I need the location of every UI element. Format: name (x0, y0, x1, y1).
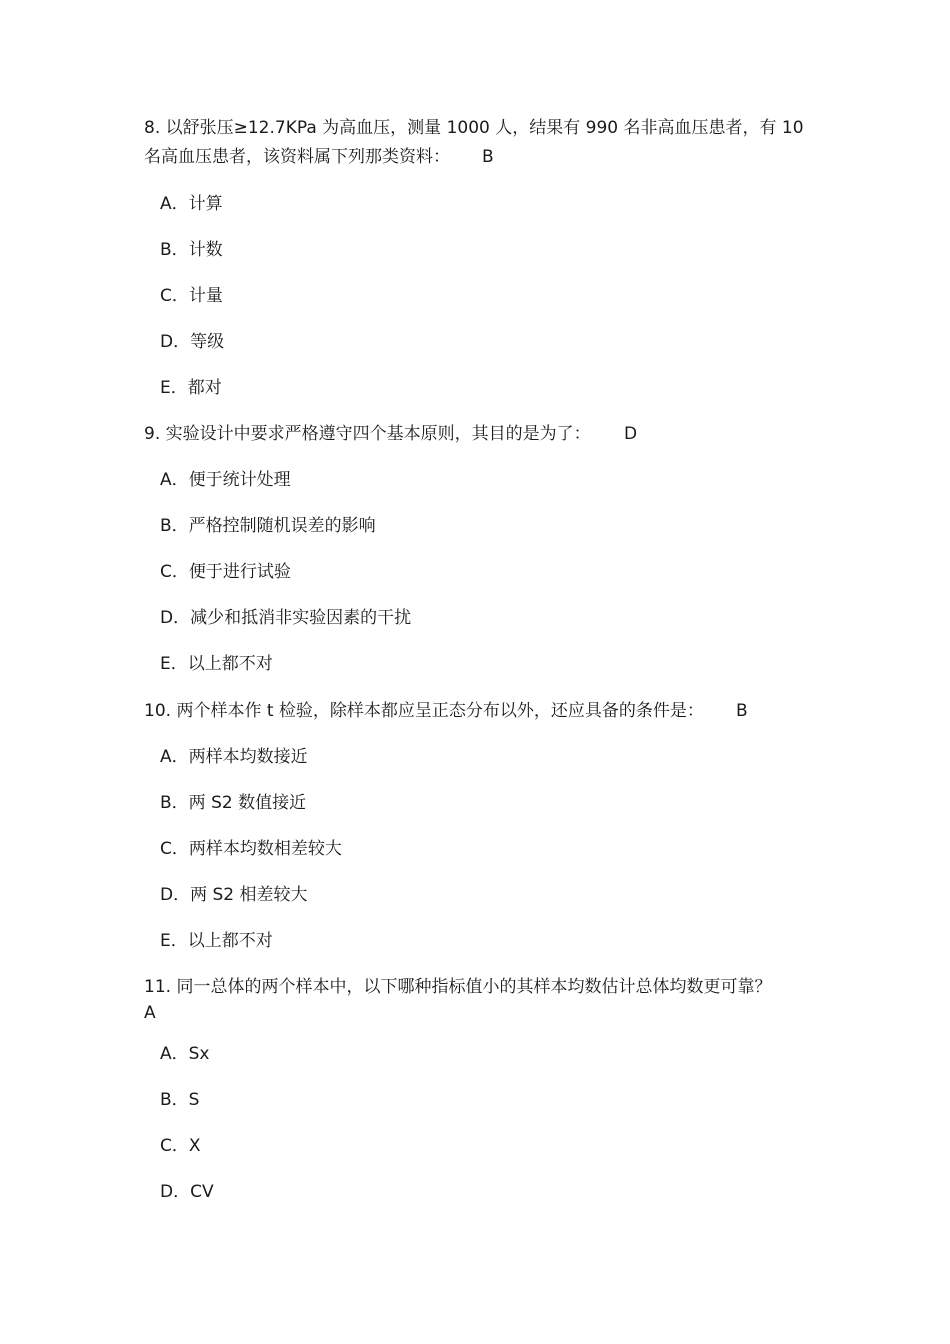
question-10-option-b: B．两 S2 数值接近 (160, 793, 307, 813)
question-9-option-b: B．严格控制随机误差的影响 (160, 516, 376, 536)
question-11-option-c: C．X (160, 1136, 201, 1156)
question-10-option-d: D．两 S2 相差较大 (160, 885, 308, 905)
question-8-option-e: E．都对 (160, 378, 222, 398)
question-8-option-c: C．计量 (160, 286, 223, 306)
question-10-option-e: E．以上都不对 (160, 931, 273, 951)
question-9-option-d: D．减少和抵消非实验因素的干扰 (160, 608, 412, 628)
question-8-option-d: D．等级 (160, 332, 225, 352)
question-9-option-e: E．以上都不对 (160, 654, 273, 674)
question-8-text-line1: 8. 以舒张压≥12.7KPa 为高血压，测量 1000 人，结果有 990 名非高血压患者，有 10 (144, 118, 804, 138)
question-9-option-c: C．便于进行试验 (160, 562, 291, 582)
question-8-answer: B (482, 147, 494, 167)
question-10-option-c: C．两样本均数相差较大 (160, 839, 342, 859)
question-8-option-a: A．计算 (160, 194, 223, 214)
question-9-option-a: A．便于统计处理 (160, 470, 291, 490)
question-10-text: 10. 两个样本作 t 检验，除样本都应呈正态分布以外，还应具备的条件是： (144, 701, 704, 721)
question-11-option-a: A．Sx (160, 1044, 210, 1064)
question-11-option-b: B．S (160, 1090, 200, 1110)
question-11-option-d: D．CV (160, 1182, 214, 1202)
question-11-text: 11. 同一总体的两个样本中，以下哪种指标值小的其样本均数估计总体均数更可靠？ (144, 977, 772, 997)
question-8-option-b: B．计数 (160, 240, 223, 260)
question-11-answer: A (144, 1003, 156, 1023)
question-10-option-a: A．两样本均数接近 (160, 747, 308, 767)
question-9-answer: D (624, 424, 638, 444)
question-8-text-line2 (144, 146, 450, 168)
question-8-text-cont: 名高血压患者，该资料属下列那类资料： (144, 147, 450, 167)
question-9-text: 9. 实验设计中要求严格遵守四个基本原则，其目的是为了： (144, 424, 591, 444)
question-10-answer: B (736, 701, 748, 721)
